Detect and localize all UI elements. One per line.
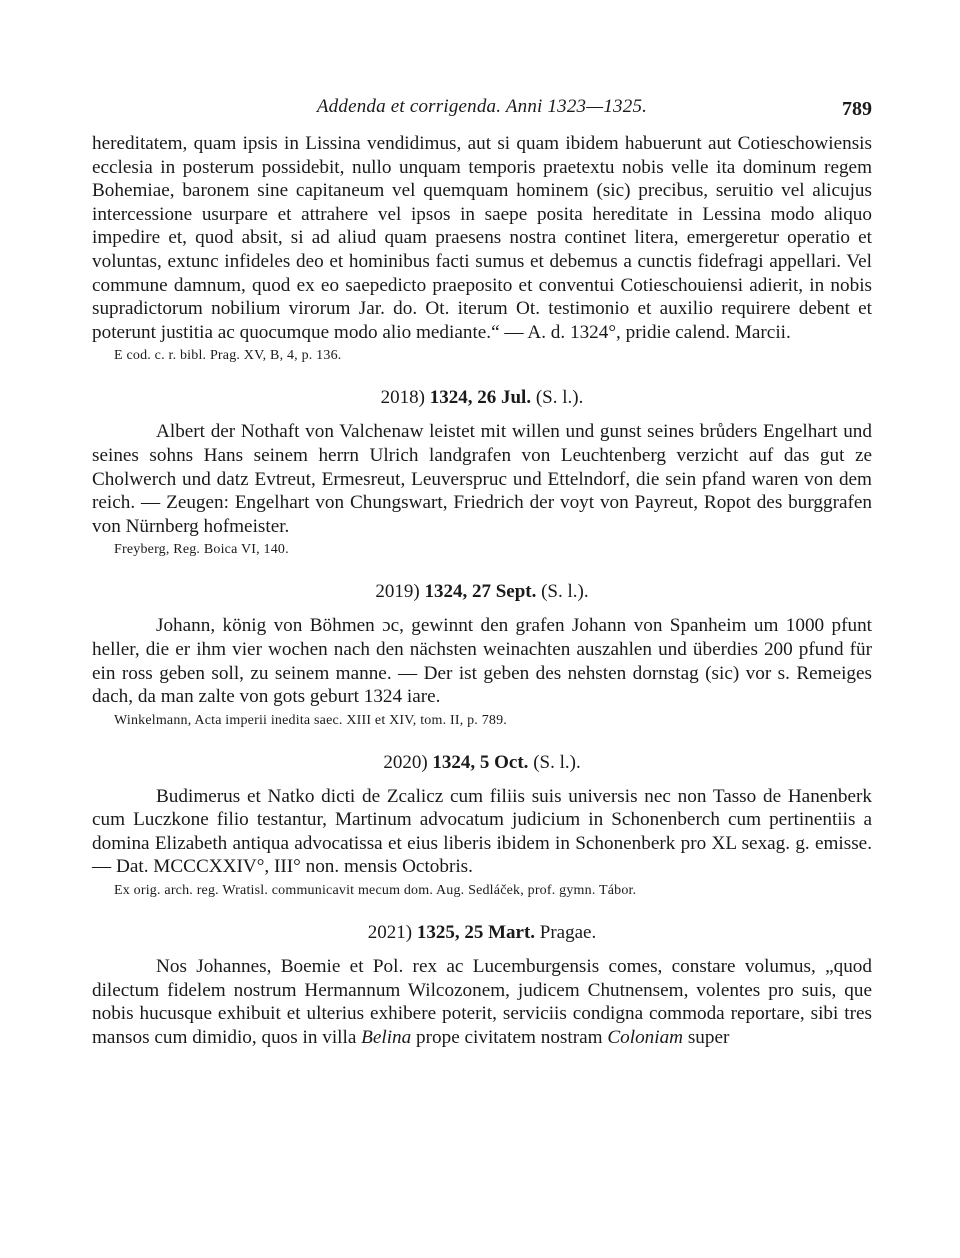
entry-2019: [92, 581, 872, 729]
entry-2021: [92, 922, 872, 1049]
entry-number: 2021): [367, 922, 413, 944]
place-name-italic: Belina: [361, 1026, 412, 1048]
entry-heading: [92, 581, 872, 603]
entry-text-part: Nos Johannes, Boemie et Pol. rex ac Lucemburgensis comes, constare volumus, „quod dilectum fidelem nostrum Hermannum Wilcozonem, judicem Chutnensem, volentes pro suis, que nobis hucusque exhibuit et ulterius exhibere poterit, serviciis condigna commoda reportare, sibi tres mansos cum dimidio, quos in villa: [92, 956, 872, 1048]
running-title: Addenda et corrigenda. Anni 1323—1325.: [316, 96, 648, 117]
entry-source: Freyberg, Reg. Boica VI, 140.: [114, 542, 289, 558]
entry-place: (S. l.).: [533, 751, 581, 773]
running-header: [92, 96, 872, 132]
entry-2020: [92, 752, 872, 900]
page-number: 789: [842, 98, 872, 120]
intro-source: E cod. c. r. bibl. Prag. XV, B, 4, p. 136.: [114, 348, 342, 364]
entry-text: Budimerus et Natko dicti de Zcalicz cum filiis suis universis nec non Tasso de Hanenberk cum Luczkone filio testantur, Martinum advocatum judicium in Schonenberch cum pertinentiis a domina Elizabeth antiqua advocatissa et eius liberis ibidem in Schonenberk pro XL sexag. g. emisse. — Dat. MCCCXXIV°, III° non. mensis Octobris.: [92, 785, 872, 878]
entry-date: 1324, 27 Sept.: [424, 581, 537, 603]
entry-date: 1324, 26 Jul.: [429, 387, 532, 409]
entry-number: 2019): [375, 581, 420, 603]
entry-source: Winkelmann, Acta imperii inedita saec. XIII et XIV, tom. II, p. 789.: [114, 712, 508, 728]
entry-date: 1324, 5 Oct.: [432, 751, 529, 773]
entry-heading: [92, 922, 872, 944]
intro-section: [92, 132, 872, 365]
entry-number: 2018): [380, 387, 425, 409]
entry-text: Albert der Nothaft von Valchenaw leistet mit willen und gunst seines brůders Engelhart und seines sohns Hans seinem herrn Ulrich landgrafen von Leuchtenberg verzicht auf das gut ze Cholwerch und datz Evtreut, Ermesreut, Leuverspruc und Ettelndorf, die sein pfand waren von dem reich. — Zeugen: Engelhart von Chungswart, Friedrich der voyt von Payreut, Ropot des burggrafen von Nürnberg hofmeister.: [92, 421, 872, 537]
entry-text-part: super: [683, 1026, 730, 1048]
entry-place: (S. l.).: [535, 387, 584, 409]
place-name-italic: Coloniam: [607, 1026, 684, 1048]
entry-text-part: prope civitatem nostram: [411, 1026, 608, 1048]
entry-source: Ex orig. arch. reg. Wratisl. communicavit mecum dom. Aug. Sedláček, prof. gymn. Tábor.: [114, 883, 637, 899]
entry-date: 1325, 25 Mart.: [416, 922, 536, 944]
entry-number: 2020): [383, 751, 428, 773]
document-page: [92, 96, 872, 1049]
intro-text: hereditatem, quam ipsis in Lissina vendidimus, aut si quam ibidem habuerunt aut Cotieschowiensis ecclesia in posterum possidebit, nullo unquam temporis praetextu nobis velle ita dominum regem Bohemiae, baronem sine capitaneum vel quemquam hominem (sic) precibus, seruitio vel alicujus intercessione usurpare et attrahere vel ipsos in saepe posita hereditate in Lessina modo aliquo impedire et, quod absit, si ad aliud quam praesens nostra continet litera, emergeretur operatio et voluntas, extunc infideles deo et hominibus facti sumus et debemus a cunctis fidefragi appellari. Vel commune damnum, quod ex eo saepedicto praeposito et conventui Cotieschouiensi adierit, in nobis supradictorum nobilium virorum Jar. do. Ot. iterum Ot. testimonio et auxilio requirere debent et poterunt justitia ac quocumque modo alio mediante.“ — A. d. 1324°, pridie calend. Marcii.: [92, 133, 872, 343]
entry-heading: [92, 387, 872, 409]
entry-2018: [92, 387, 872, 559]
entry-place: (S. l.).: [541, 581, 589, 603]
entry-text: [92, 955, 872, 1049]
entry-place: Pragae.: [539, 922, 597, 944]
entry-text: Johann, könig von Böhmen ɔc, gewinnt den grafen Johann von Spanheim um 1000 pfunt heller, die er ihm vier wochen nach den nächsten weinachten auszahlen und überdies 200 pfund für ein ross geben soll, zu seinem manne. — Der ist geben des nehsten dornstag (sic) vor s. Remeiges dach, da man zalte von gots geburt 1324 iare.: [92, 615, 872, 708]
entry-heading: [92, 752, 872, 774]
